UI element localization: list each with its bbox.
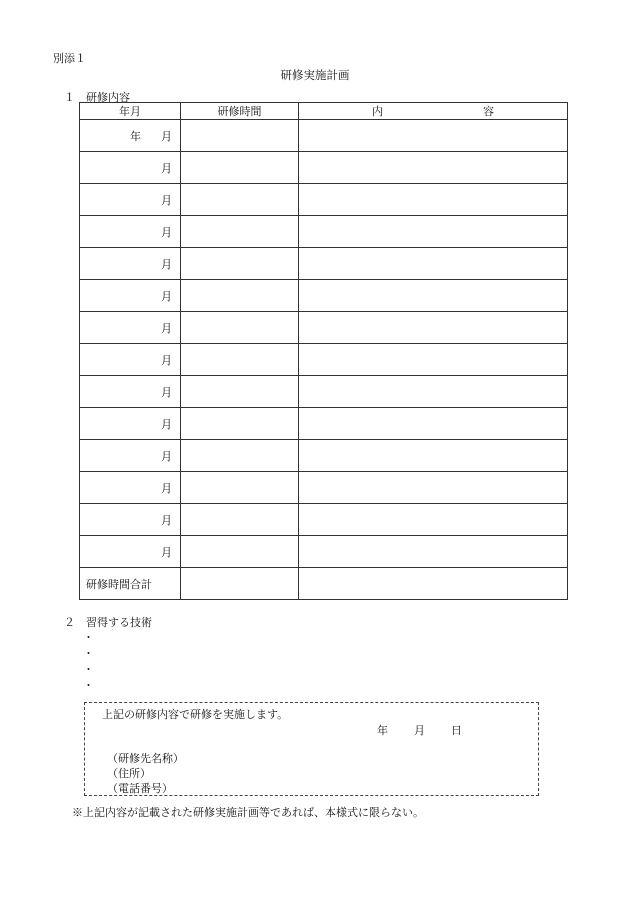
- field-phone: （電話番号）: [107, 782, 173, 795]
- total-hours-cell[interactable]: [181, 568, 299, 600]
- month-unit: 月: [161, 257, 172, 271]
- year-month-cell[interactable]: [80, 120, 181, 152]
- table-row: [80, 312, 568, 344]
- year-month-cell[interactable]: [80, 472, 181, 504]
- total-row: [80, 568, 568, 600]
- section-title: 研修内容: [86, 91, 130, 104]
- field-address: （住所）: [107, 767, 151, 780]
- content-cell[interactable]: [299, 312, 568, 344]
- date-fields: [377, 722, 488, 738]
- table-row: [80, 184, 568, 216]
- content-cell[interactable]: [299, 472, 568, 504]
- content-cell[interactable]: [299, 184, 568, 216]
- training-hours-cell[interactable]: [181, 504, 299, 536]
- table-row: [80, 440, 568, 472]
- content-cell[interactable]: [299, 408, 568, 440]
- bullet-item[interactable]: ・: [83, 679, 94, 692]
- year-month-cell[interactable]: [80, 440, 181, 472]
- content-cell[interactable]: [299, 344, 568, 376]
- training-hours-cell[interactable]: [181, 312, 299, 344]
- year-month-cell[interactable]: [80, 408, 181, 440]
- training-hours-cell[interactable]: [181, 248, 299, 280]
- date-day-unit: 日: [451, 724, 462, 737]
- total-content-cell[interactable]: [299, 568, 568, 600]
- year-month-cell[interactable]: [80, 216, 181, 248]
- table-row: [80, 216, 568, 248]
- year-month-cell[interactable]: [80, 280, 181, 312]
- table-row: [80, 504, 568, 536]
- section-number: １: [64, 91, 75, 104]
- header-content-part1: 内: [372, 105, 383, 118]
- training-hours-cell[interactable]: [181, 184, 299, 216]
- bullet-item[interactable]: ・: [83, 663, 94, 676]
- year-month-cell[interactable]: [80, 376, 181, 408]
- bullet-item[interactable]: ・: [83, 647, 94, 660]
- content-cell[interactable]: [299, 216, 568, 248]
- month-unit: 月: [161, 161, 172, 175]
- table-row: [80, 344, 568, 376]
- training-hours-cell[interactable]: [181, 536, 299, 568]
- year-month-cell[interactable]: [80, 184, 181, 216]
- table-row: [80, 472, 568, 504]
- month-unit: 月: [161, 225, 172, 239]
- table-row: [80, 408, 568, 440]
- training-hours-cell[interactable]: [181, 408, 299, 440]
- year-month-cell[interactable]: [80, 312, 181, 344]
- month-unit: 月: [161, 481, 172, 495]
- training-hours-cell[interactable]: [181, 376, 299, 408]
- month-unit: 月: [161, 129, 172, 143]
- declaration-statement: 上記の研修内容で研修を実施します。: [102, 708, 289, 721]
- month-unit: 月: [161, 353, 172, 367]
- section-2-heading: [64, 614, 152, 630]
- table-row: [80, 280, 568, 312]
- content-cell[interactable]: [299, 376, 568, 408]
- document-title: 研修実施計画: [280, 68, 350, 82]
- training-hours-cell[interactable]: [181, 344, 299, 376]
- table-row: [80, 376, 568, 408]
- year-month-cell[interactable]: [80, 344, 181, 376]
- table-header-row: [80, 103, 568, 120]
- content-cell[interactable]: [299, 440, 568, 472]
- header-content: [299, 103, 568, 120]
- year-unit: 年: [130, 129, 141, 143]
- header-training-hours: 研修時間: [181, 103, 299, 120]
- total-label: 研修時間合計: [80, 568, 181, 600]
- trainer-info: [107, 751, 184, 796]
- content-cell[interactable]: [299, 504, 568, 536]
- content-cell[interactable]: [299, 248, 568, 280]
- month-unit: 月: [161, 449, 172, 463]
- table-row: [80, 536, 568, 568]
- date-month-unit: 月: [414, 724, 425, 737]
- section-number: ２: [64, 616, 75, 629]
- training-hours-cell[interactable]: [181, 440, 299, 472]
- month-unit: 月: [161, 193, 172, 207]
- header-content-part2: 容: [483, 105, 494, 118]
- header-year-month: 年月: [80, 103, 181, 120]
- year-month-cell[interactable]: [80, 536, 181, 568]
- year-month-cell[interactable]: [80, 152, 181, 184]
- month-unit: 月: [161, 289, 172, 303]
- date-year-unit: 年: [377, 724, 388, 737]
- training-plan-table: [79, 102, 568, 600]
- training-hours-cell[interactable]: [181, 472, 299, 504]
- year-month-cell[interactable]: [80, 504, 181, 536]
- month-unit: 月: [161, 385, 172, 399]
- bullet-item[interactable]: ・: [83, 631, 94, 644]
- training-hours-cell[interactable]: [181, 152, 299, 184]
- skills-bullet-list: [83, 630, 94, 694]
- declaration-box: [84, 702, 539, 796]
- content-cell[interactable]: [299, 120, 568, 152]
- year-month-cell[interactable]: [80, 248, 181, 280]
- content-cell[interactable]: [299, 152, 568, 184]
- field-trainer-name: （研修先名称）: [107, 752, 184, 765]
- month-unit: 月: [161, 321, 172, 335]
- training-hours-cell[interactable]: [181, 120, 299, 152]
- month-unit: 月: [161, 513, 172, 527]
- section-title: 習得する技術: [86, 616, 152, 629]
- content-cell[interactable]: [299, 536, 568, 568]
- footnote: ※上記内容が記載された研修実施計画等であれば、本様式に限らない。: [72, 806, 424, 819]
- table-row: [80, 120, 568, 152]
- table-row: [80, 152, 568, 184]
- annex-label: 別添１: [53, 52, 86, 65]
- month-unit: 月: [161, 417, 172, 431]
- table-row: [80, 248, 568, 280]
- training-hours-cell[interactable]: [181, 280, 299, 312]
- content-cell[interactable]: [299, 280, 568, 312]
- training-hours-cell[interactable]: [181, 216, 299, 248]
- month-unit: 月: [161, 545, 172, 559]
